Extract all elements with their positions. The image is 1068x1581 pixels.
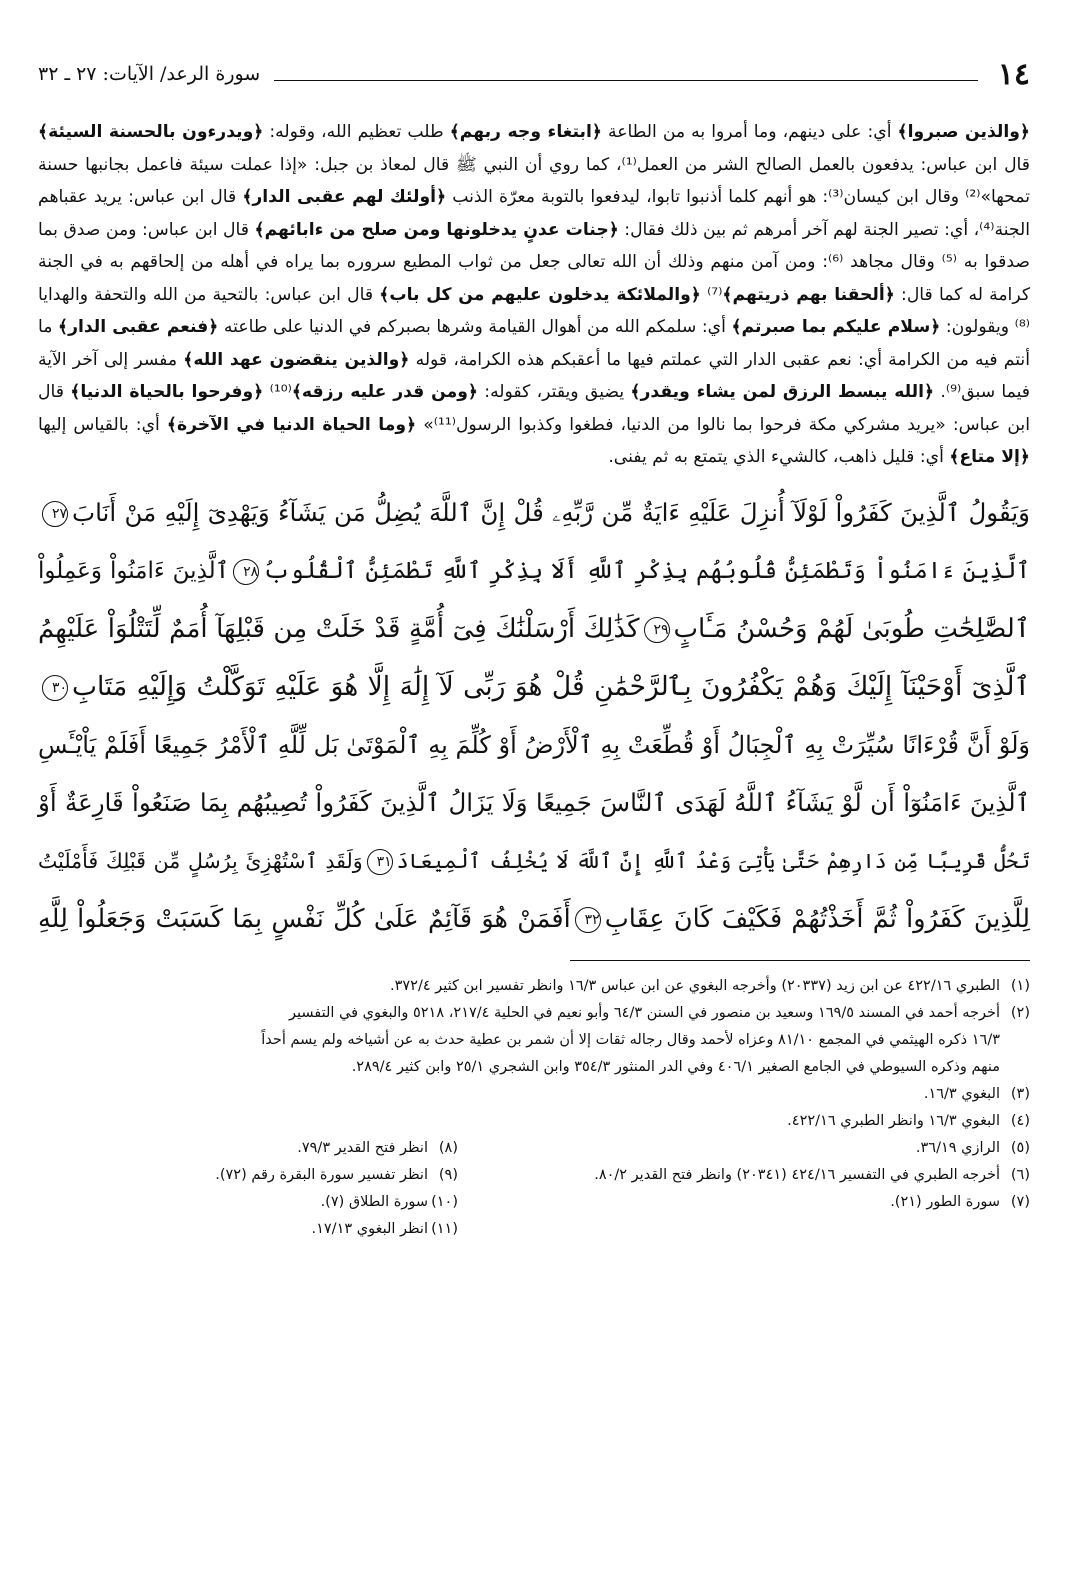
- footnote-number: (١٠): [431, 1193, 458, 1210]
- ayah-number-marker: ٣١: [367, 849, 393, 875]
- commentary-segment: طلب تعظيم الله، وقوله:: [263, 122, 450, 142]
- verse-line: [38, 716, 1030, 774]
- verse-text: وَلَوْ أَنَّ قُرْءَانًا سُيِّرَتْ بِهِ ٱلْجِبَالُ أَوْ قُطِّعَتْ بِهِ ٱلْأَرْضُ أَوْ كُلِّمَ بِهِ ٱلْمَوْتَىٰ بَل لِّلَّهِ ٱلْأَمْرُ جَمِيعًا أَفَلَمْ يَاْيْـَٔسِ: [38, 730, 1030, 759]
- commentary-segment: ⁽⁷⁾: [700, 284, 723, 305]
- footnote-number: (٤): [1010, 1112, 1030, 1129]
- verse-text: ٱلَّذِينَ ءَامَنُواْ وَعَمِلُواْ: [38, 557, 230, 584]
- verse-text: ٱلَّذِىٓ أَوْحَيْنَآ إِلَيْكَ وَهُمْ يَكْفُرُونَ بِٱلرَّحْمَٰنِ قُلْ هُوَ رَبِّى لَآ إِلَٰهَ إِلَّا هُوَ عَلَيْهِ تَوَكَّلْتُ وَإِلَيْهِ مَتَابِ: [72, 670, 1030, 702]
- footnote-text: انظر فتح القدير ٧٩/٣.: [297, 1139, 428, 1156]
- quoted-verse: ﴿وما الحياة الدنيا في الآخرة﴾: [166, 414, 417, 435]
- footnote-text: سورة الطور (٢١).: [890, 1193, 1000, 1210]
- footnote-text: أخرجه الطبري في التفسير ٤٢٤/١٦ (٢٠٣٤١) وانظر فتح القدير ٨٠/٢.: [594, 1166, 1000, 1183]
- commentary-segment: مفسر إلى آخر الآية فيما سبق⁽⁹⁾.: [38, 349, 1031, 402]
- footnote-text: البغوي ١٦/٣ وانظر الطبري ٤٢٢/١٦.: [787, 1112, 1000, 1129]
- quoted-verse: ﴿الله يبسط الرزق لمن يشاء ويقدر﴾: [630, 382, 935, 402]
- quoted-verse: ﴿وفرحوا بالحياة الدنيا﴾: [70, 382, 264, 402]
- page-number: ١٤: [997, 56, 1030, 92]
- footnote: [38, 1135, 458, 1162]
- footnote: [470, 1189, 1030, 1216]
- verse-text: لِلَّذِينَ كَفَرُواْ ثُمَّ أَخَذْتُهُمْ فَكَيْفَ كَانَ عِقَابِ: [604, 903, 1031, 934]
- quoted-verse: ﴿أولئك لهم عقبى الدار﴾: [242, 187, 447, 207]
- commentary-segment: أي: قليل ذاهب، كالشيء الذي يتمتع به ثم يفنى.: [608, 447, 950, 467]
- quran-verses: [38, 484, 1030, 948]
- footnote-number: (٦): [1010, 1166, 1030, 1183]
- footnote: [470, 1108, 1030, 1135]
- commentary-segment: ⁽¹⁰⁾: [263, 382, 292, 402]
- header-rule: [274, 80, 978, 81]
- commentary-segment: أي: على دينهم، وما أمروا به من الطاعة: [601, 122, 898, 142]
- quoted-verse: ﴿ابتغاء وجه ربهم﴾: [449, 122, 602, 142]
- footnote-text: انظر تفسير سورة البقرة رقم (٧٢).: [215, 1166, 428, 1183]
- footnote-text: البغوي ١٦/٣.: [923, 1085, 1000, 1102]
- footnote: [38, 1189, 458, 1216]
- commentary-segment: قال ابن عباس: بالتحية من الله والتحفة والهدايا ⁽⁸⁾ ويقولون:: [38, 284, 1030, 337]
- footnote: [470, 1135, 1030, 1162]
- commentary-segment: قال ابن عباس: ومن صدق بما صدقوا به ⁽⁵⁾ وقال مجاهد ⁽⁶⁾: ومن آمن منهم وذلك أن الله تعالى جعل من ثواب المطيع سروره بما يراه في أهله من إلحاقهم به في الجنة كرامة له كما قال:: [38, 219, 1031, 305]
- verse-line: [38, 890, 1030, 948]
- footnote: [38, 1000, 1030, 1027]
- commentary-segment: ما أنتم فيه من الكرامة أي: نعم عقبى الدار التي عملتم فيها ما أعقبكم هذه الكرامة، قوله: [38, 317, 1030, 370]
- verse-line: [38, 542, 1030, 600]
- footnote: [38, 1162, 458, 1189]
- verse-line: [38, 832, 1030, 890]
- footnote: [38, 1054, 1030, 1081]
- verse-line: [38, 484, 1030, 542]
- ayah-number-marker: ٢٨: [233, 559, 259, 585]
- verse-line: [38, 658, 1030, 716]
- verse-line: [38, 600, 1030, 658]
- quoted-verse: ﴿إلا متاع﴾: [949, 447, 1030, 467]
- quoted-verse: ﴿جنات عدنٍ يدخلونها ومن صلح من ءابائهم﴾: [254, 219, 619, 240]
- footnote-number: (١١): [431, 1220, 458, 1237]
- verse-text: ٱلصَّٰلِحَٰتِ طُوبَىٰ لَهُمْ وَحُسْنُ مَـَٔابٍ: [673, 613, 1030, 644]
- quoted-verse: ﴿والملائكة يدخلون عليهم من كل باب﴾: [379, 284, 701, 305]
- ayah-number-marker: ٢٧: [42, 501, 68, 527]
- commentary-segment: قال ابن عباس: «يريد مشركي مكة فرحوا بما نالوا من الدنيا، فطغوا وكذبوا الرسول⁽¹¹⁾»: [38, 382, 1030, 435]
- footnote-text: الطبري ٤٢٢/١٦ عن ابن زيد (٢٠٣٣٧) وأخرجه البغوي عن ابن عباس ١٦/٣ وانظر تفسير ابن كثير ٣٧٢/٤.: [389, 977, 1000, 994]
- footnotes: [38, 973, 1030, 1243]
- commentary-segment: يضيق ويقتر، كقوله:: [478, 382, 631, 402]
- footnote-number: (٩): [438, 1166, 458, 1183]
- quoted-verse: ﴿ويدرءون بالحسنة السيئة﴾: [38, 122, 264, 142]
- quoted-verse: ﴿سلام عليكم بما صبرتم﴾: [731, 317, 941, 337]
- quoted-verse: ﴿ألحقنا بهم ذريتهم﴾: [722, 284, 895, 305]
- quoted-verse: ﴿والذين صبروا﴾: [897, 122, 1030, 142]
- ayah-number-marker: ٣٠: [42, 675, 68, 701]
- verse-text: وَيَقُولُ ٱلَّذِينَ كَفَرُواْ لَوْلَآ أُنزِلَ عَلَيْهِ ءَايَةٌ مِّن رَّبِّهِۦ قُلْ إِنَّ ٱللَّهَ يُضِلُّ مَن يَشَآءُ وَيَهْدِىٓ إِلَيْهِ مَنْ أَنَابَ: [72, 497, 1030, 527]
- footnotes-left-column: [38, 1108, 458, 1243]
- footnote: [38, 1216, 458, 1243]
- commentary-segment: قال ابن عباس: يدفعون بالعمل الصالح الشر من العمل⁽¹⁾، كما روي أن النبي ﷺ قال لمعاذ بن جبل: «إذا عملت سيئة فاعمل بجانبها حسنة تمحها»⁽²⁾ وقال ابن كيسان⁽³⁾: هو أنهم كلما أذنبوا تابوا، ليدفعوا بالتوبة معرّة الذنب: [38, 154, 1031, 207]
- footnote-text: ١٦/٣ ذكره الهيثمي في المجمع ٨١/١٠ وعزاه لأحمد وقال رجاله ثقات إلا أن شمر بن عطية حدث به عن أشياخه ولم يسم أحداً: [261, 1031, 1000, 1048]
- quoted-verse: ﴿والذين ينقضون عهد الله﴾: [183, 349, 410, 370]
- footnote-number: (٨): [438, 1139, 458, 1156]
- footnote-divider: [570, 960, 1030, 961]
- footnote-text: أخرجه أحمد في المسند ١٦٩/٥ وسعيد بن منصور في السنن ٦٤/٣ وأبو نعيم في الحلية ٢١٧/٤، ٥٢١٨ والبغوي في التفسير: [288, 1004, 1000, 1021]
- footnote-number: (٢): [1010, 1004, 1030, 1021]
- footnote-text: منهم وذكره السيوطي في الجامع الصغير ٤٠٦/١ وفي الدر المنثور ٣٥٤/٣ وابن الشجري ٢٥/١ وابن كثير ٢٨٩/٤.: [351, 1058, 1000, 1075]
- footnote-text: سورة الطلاق (٧).: [320, 1193, 428, 1210]
- commentary-segment: أي: سلمكم الله من أهوال القيامة وشرها بصبركم في الدنيا على طاعته: [218, 317, 732, 337]
- footnote-number: (١): [1010, 977, 1030, 994]
- footnote: [38, 973, 1030, 1000]
- commentary-segment: أي: بالقياس إليها: [38, 414, 167, 435]
- verse-text: أَفَمَنْ هُوَ قَآئِمٌ عَلَىٰ كُلِّ نَفْسٍ بِمَا كَسَبَتْ وَجَعَلُواْ لِلَّهِ: [38, 903, 571, 934]
- footnote-number: (٥): [1010, 1139, 1030, 1156]
- verse-text: تَحُلُّ قَرِيبًا مِّن دَارِهِمْ حَتَّىٰ يَأْتِىَ وَعْدُ ٱللَّهِ إِنَّ ٱللَّهَ لَا يُخْلِفُ ٱلْمِيعَادَ: [396, 848, 1030, 873]
- footnote-text: انظر البغوي ١٧/١٣.: [311, 1220, 428, 1237]
- footnote-number: (٧): [1010, 1193, 1030, 1210]
- verse-text: ٱلَّذِينَ ءَامَنُواْ وَتَطْمَئِنُّ قُلُوبُهُم بِذِكْرِ ٱللَّهِ أَلَا بِذِكْرِ ٱللَّهِ تَطْمَئِنُّ ٱلْقُلُوبُ: [263, 557, 1031, 584]
- running-header: [38, 52, 1030, 96]
- ayah-number-marker: ٣٢: [575, 907, 601, 933]
- footnote: [38, 1081, 1030, 1108]
- verse-text: ٱلَّذِينَ ءَامَنُوٓاْ أَن لَّوْ يَشَآءُ ٱللَّهُ لَهَدَى ٱلنَّاسَ جَمِيعًا وَلَا يَزَالُ ٱلَّذِينَ كَفَرُواْ تُصِيبُهُم بِمَا صَنَعُواْ قَارِعَةٌ أَوْ: [38, 787, 1030, 817]
- footnote-number: (٣): [1010, 1085, 1030, 1102]
- book-page: [38, 52, 1030, 1243]
- footnote: [38, 1027, 1030, 1054]
- verse-text: كَذَٰلِكَ أَرْسَلْنَٰكَ فِىٓ أُمَّةٍ قَدْ خَلَتْ مِن قَبْلِهَآ أُمَمٌ لِّتَتْلُوَاْ عَلَيْهِمُ: [38, 613, 640, 644]
- header-title: سورة الرعد/ الآيات: ٢٧ ـ ٣٢: [38, 63, 261, 85]
- commentary-segment: قال ابن عباس: يريد عقباهم الجنة⁽⁴⁾، أي: تصير الجنة لهم آخر أمرهم ثم بين ذلك فقال:: [38, 187, 1031, 240]
- quoted-verse: ﴿ومن قدر عليه رزقه﴾: [291, 382, 478, 402]
- verse-line: [38, 774, 1030, 832]
- quoted-verse: ﴿فنعم عقبى الدار﴾: [58, 317, 219, 337]
- commentary-text: [38, 116, 1030, 474]
- footnote-text: الرازي ٣٦/١٩.: [915, 1139, 1000, 1156]
- footnote: [470, 1162, 1030, 1189]
- ayah-number-marker: ٢٩: [644, 617, 670, 643]
- verse-text: وَلَقَدِ ٱسْتُهْزِئَ بِرُسُلٍ مِّن قَبْلِكَ فَأَمْلَيْتُ: [38, 848, 363, 873]
- footnotes-right-column: [470, 1108, 1030, 1243]
